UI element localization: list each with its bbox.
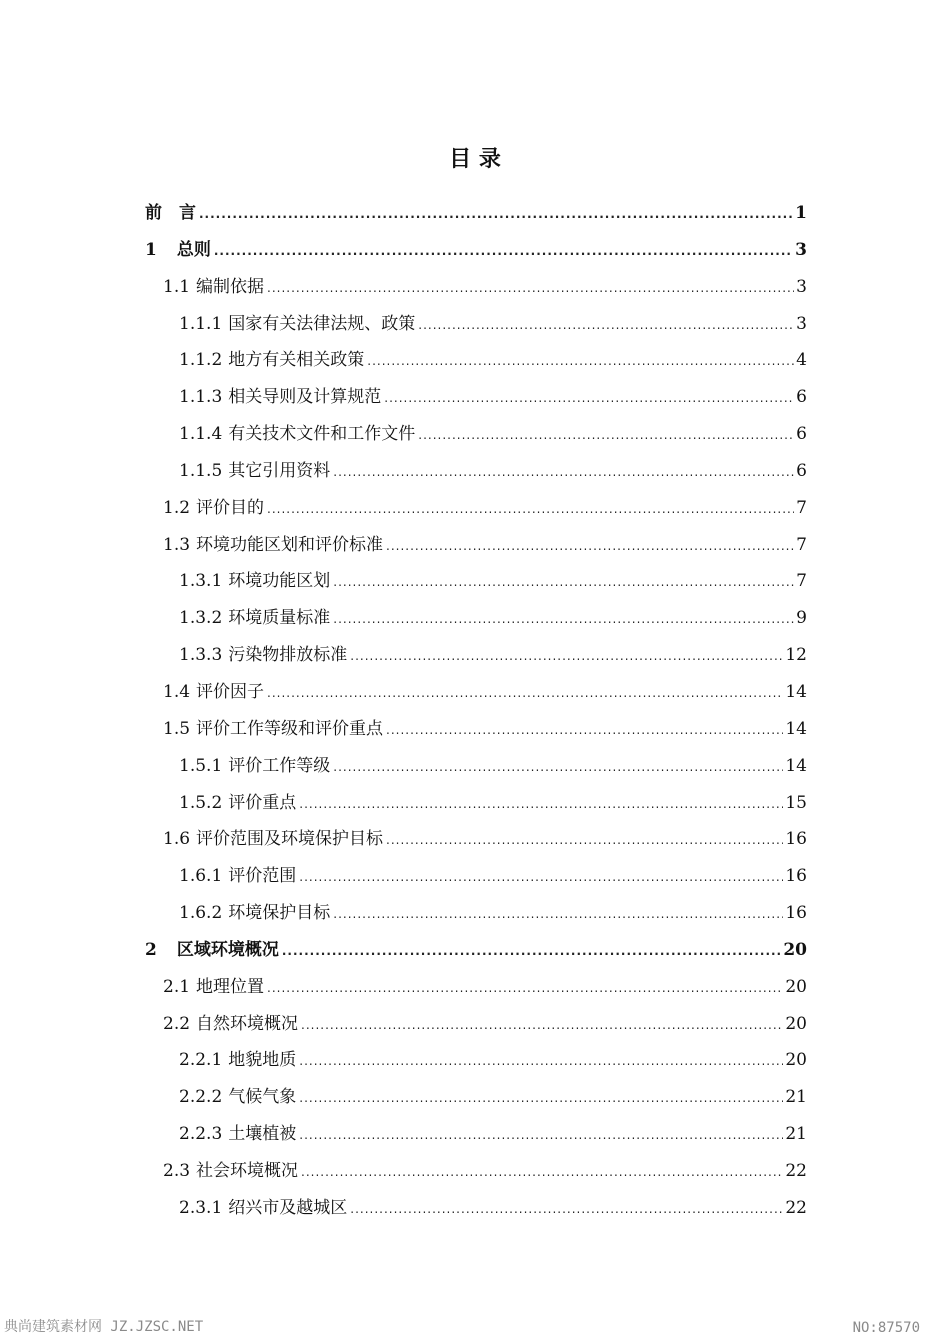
dot-leader	[267, 502, 794, 516]
toc-entry-number: 1.4	[163, 681, 191, 702]
toc-entry[interactable]	[145, 345, 807, 382]
toc-entry-title: 评价范围	[228, 866, 297, 887]
toc-entry-title: 其它引用资料	[228, 460, 331, 481]
toc-entry-number: 1.3	[163, 534, 191, 555]
toc-entry-page: 3	[796, 313, 807, 334]
toc-entry[interactable]	[145, 1045, 807, 1082]
toc-title: 目 录	[449, 146, 501, 172]
toc-entry[interactable]	[145, 1156, 807, 1193]
dot-leader	[267, 281, 794, 295]
dot-leader	[418, 428, 794, 442]
toc-entry-number: 2.2.2	[179, 1087, 223, 1108]
toc-entry-number: 1.1.4	[179, 424, 223, 445]
toc-entry[interactable]	[145, 714, 807, 751]
watermark-number: NO:87570	[852, 1320, 920, 1336]
dot-leader	[282, 944, 781, 958]
dot-leader	[386, 833, 783, 847]
toc-entry-page: 16	[785, 866, 807, 887]
toc-entry-title: 相关导则及计算规范	[228, 387, 382, 408]
toc-entry-page: 1	[795, 203, 807, 223]
dot-leader	[301, 1165, 783, 1179]
toc-entry[interactable]	[145, 309, 807, 346]
toc-entry-page: 21	[785, 1087, 807, 1108]
toc-entry-title: 地方有关相关政策	[228, 350, 365, 371]
dot-leader	[350, 649, 783, 663]
toc-entry-title: 污染物排放标准	[228, 645, 348, 666]
dot-leader	[299, 1091, 783, 1105]
toc-entry-page: 16	[785, 903, 807, 924]
toc-entry-title: 区域环境概况	[176, 939, 279, 960]
dot-leader	[386, 723, 783, 737]
dot-leader	[350, 1202, 783, 1216]
toc-entry-page: 7	[796, 571, 807, 592]
toc-entry-title: 社会环境概况	[196, 1160, 299, 1181]
toc-entry[interactable]	[145, 640, 807, 677]
toc-entry-number: 1.3.2	[179, 608, 223, 629]
toc-entry-number: 1.5	[163, 718, 191, 739]
toc-entry-page: 6	[796, 424, 807, 445]
toc-entry-page: 9	[796, 608, 807, 629]
toc-entry-page: 14	[785, 755, 807, 776]
toc-entry[interactable]	[145, 235, 807, 272]
toc-entry[interactable]	[145, 861, 807, 898]
toc-entry-page: 22	[785, 1197, 807, 1218]
toc-entry-page: 3	[795, 239, 807, 260]
toc-entry-number: 1	[145, 239, 157, 260]
toc-entry-page: 7	[796, 497, 807, 518]
toc-entry-title: 自然环境概况	[196, 1013, 299, 1034]
dot-leader	[267, 686, 783, 700]
toc-entry[interactable]	[145, 198, 807, 235]
toc-entry-number: 1.1.1	[179, 313, 223, 334]
toc-entry[interactable]	[145, 935, 807, 972]
dot-leader	[299, 870, 783, 884]
toc-entry-title: 编制依据	[196, 276, 265, 297]
toc-entry-number: 1.3.1	[179, 571, 223, 592]
toc-entry-title: 地理位置	[196, 976, 265, 997]
dot-leader	[386, 539, 794, 553]
toc-entry-page: 12	[785, 645, 807, 666]
dot-leader	[199, 207, 793, 221]
toc-entry-page: 3	[796, 276, 807, 297]
dot-leader	[299, 1054, 783, 1068]
toc-entry[interactable]	[145, 677, 807, 714]
toc-entry[interactable]	[145, 603, 807, 640]
dot-leader	[333, 612, 794, 626]
toc-entry-page: 20	[785, 976, 807, 997]
toc-entry-page: 4	[796, 350, 807, 371]
dot-leader	[333, 465, 794, 479]
dot-leader	[333, 760, 783, 774]
dot-leader	[214, 244, 793, 258]
toc-entry-number: 2.3.1	[179, 1197, 223, 1218]
dot-leader	[333, 907, 783, 921]
toc-entry[interactable]	[145, 788, 807, 825]
toc-entry-title: 国家有关法律法规、政策	[228, 313, 416, 334]
dot-leader	[333, 575, 794, 589]
toc-entry-page: 20	[785, 1013, 807, 1034]
toc-entry[interactable]	[145, 382, 807, 419]
toc-entry-number: 1.6	[163, 829, 191, 850]
dot-leader	[267, 981, 783, 995]
dot-leader	[384, 391, 794, 405]
toc-entry-title: 环境保护目标	[228, 903, 331, 924]
toc-entry-number: 2.2.3	[179, 1124, 223, 1145]
dot-leader	[299, 797, 783, 811]
table-of-contents	[145, 198, 807, 1230]
toc-entry[interactable]	[145, 972, 807, 1009]
toc-entry[interactable]	[145, 1119, 807, 1156]
watermark-site: 典尚建筑素材网 JZ.JZSC.NET	[4, 1319, 204, 1335]
toc-entry-page: 16	[785, 829, 807, 850]
toc-entry-number: 1.5.1	[179, 755, 223, 776]
toc-entry-page: 22	[785, 1160, 807, 1181]
toc-entry-number: 1.1.2	[179, 350, 223, 371]
toc-entry[interactable]	[145, 1082, 807, 1119]
toc-entry-title: 评价重点	[228, 792, 297, 813]
dot-leader	[418, 318, 794, 332]
toc-entry-page: 6	[796, 387, 807, 408]
toc-entry[interactable]	[145, 1193, 807, 1230]
toc-entry-page: 20	[783, 939, 807, 960]
toc-entry-page: 15	[785, 792, 807, 813]
toc-entry-number: 1.6.1	[179, 866, 223, 887]
toc-entry-title: 环境质量标准	[228, 608, 331, 629]
toc-entry-number: 2.1	[163, 976, 191, 997]
toc-entry[interactable]	[145, 272, 807, 309]
toc-entry-title: 绍兴市及越城区	[228, 1197, 348, 1218]
toc-entry[interactable]	[145, 751, 807, 788]
toc-entry-title: 评价因子	[196, 681, 265, 702]
toc-entry-number: 2	[145, 939, 157, 960]
toc-entry-title: 总则	[176, 239, 211, 260]
toc-entry[interactable]	[145, 898, 807, 935]
toc-entry-title: 有关技术文件和工作文件	[228, 424, 416, 445]
toc-entry-page: 14	[785, 718, 807, 739]
toc-entry[interactable]	[145, 530, 807, 567]
toc-entry[interactable]	[145, 566, 807, 603]
toc-entry[interactable]	[145, 456, 807, 493]
toc-entry-number: 1.1.5	[179, 460, 223, 481]
toc-entry-page: 6	[796, 460, 807, 481]
toc-entry-page: 20	[785, 1050, 807, 1071]
toc-entry-title: 环境功能区划和评价标准	[196, 534, 384, 555]
toc-entry-title: 前 言	[145, 203, 196, 223]
toc-entry-number: 2.2	[163, 1013, 191, 1034]
toc-entry-title: 评价工作等级和评价重点	[196, 718, 384, 739]
toc-entry-number: 2.2.1	[179, 1050, 223, 1071]
toc-entry-title: 地貌地质	[228, 1050, 297, 1071]
toc-entry-number: 1.1	[163, 276, 191, 297]
dot-leader	[367, 354, 794, 368]
dot-leader	[301, 1018, 783, 1032]
toc-entry-number: 1.2	[163, 497, 191, 518]
toc-entry-number: 1.3.3	[179, 645, 223, 666]
toc-entry-title: 评价目的	[196, 497, 265, 518]
toc-entry[interactable]	[145, 1009, 807, 1046]
dot-leader	[299, 1128, 783, 1142]
toc-entry[interactable]	[145, 493, 807, 530]
toc-entry-number: 1.6.2	[179, 903, 223, 924]
toc-entry-title: 评价范围及环境保护目标	[196, 829, 384, 850]
toc-entry-page: 21	[785, 1124, 807, 1145]
toc-entry-number: 1.1.3	[179, 387, 223, 408]
toc-entry-page: 14	[785, 681, 807, 702]
toc-entry-title: 气候气象	[228, 1087, 297, 1108]
toc-entry-title: 评价工作等级	[228, 755, 331, 776]
toc-entry-number: 2.3	[163, 1160, 191, 1181]
toc-entry[interactable]	[145, 419, 807, 456]
toc-entry-title: 环境功能区划	[228, 571, 331, 592]
toc-entry-number: 1.5.2	[179, 792, 223, 813]
toc-entry-page: 7	[796, 534, 807, 555]
toc-entry[interactable]	[145, 824, 807, 861]
toc-entry-title: 土壤植被	[228, 1124, 297, 1145]
